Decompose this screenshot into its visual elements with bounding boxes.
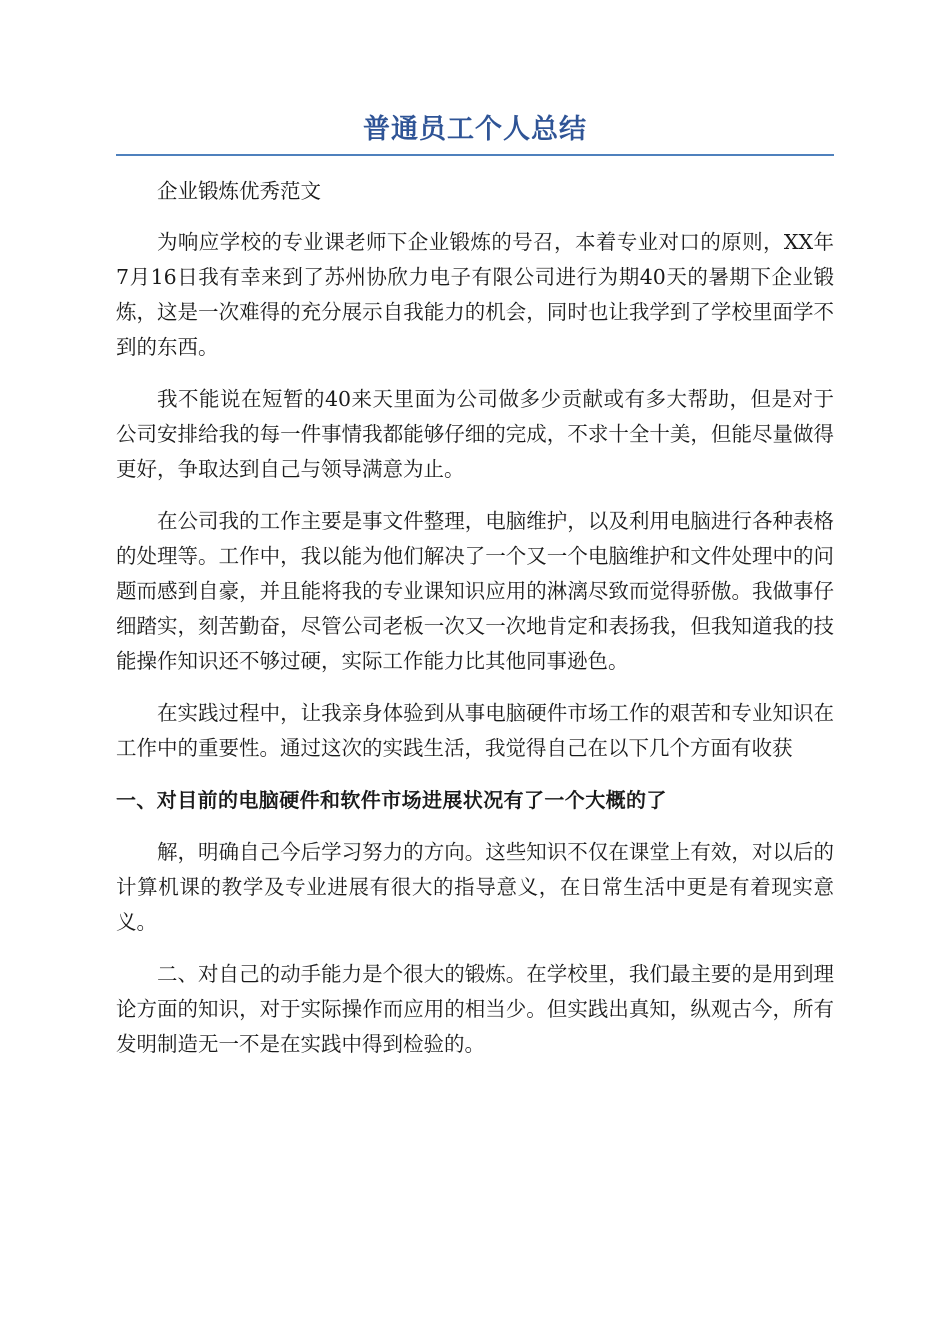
paragraph-6: 二、对自己的动手能力是个很大的锻炼。在学校里，我们最主要的是用到理论方面的知识，对于实际操作而应用的相当少。但实践出真知，纵观古今，所有发明制造无一不是在实践中得到检验的。 bbox=[116, 962, 834, 1056]
document-subtitle: 企业锻炼优秀范文 bbox=[157, 179, 321, 203]
paragraph-5: 解，明确自己今后学习努力的方向。这些知识不仅在课堂上有效，对以后的计算机课的教学及专业进展有很大的指导意义，在日常生活中更是有着现实意义。 bbox=[116, 840, 834, 934]
document-page bbox=[116, 110, 834, 1079]
paragraph-2: 我不能说在短暂的40来天里面为公司做多少贡献或有多大帮助，但是对于公司安排给我的每一件事情我都能够仔细的完成，不求十全十美，但能尽量做得更好，争取达到自己与领导满意为止。 bbox=[116, 387, 834, 481]
paragraph-3: 在公司我的工作主要是事文件整理，电脑维护，以及利用电脑进行各种表格的处理等。工作中，我以能为他们解决了一个又一个电脑维护和文件处理中的问题而感到自豪，并且能将我的专业课知识应用的淋漓尽致而觉得骄傲。我做事仔细踏实，刻苦勤奋，尽管公司老板一次又一次地肯定和表扬我，但我知道我的技能操作知识还不够过硬，实际工作能力比其他同事逊色。 bbox=[116, 509, 834, 673]
section-heading-1: 一、对目前的电脑硬件和软件市场进展状况有了一个大概的了 bbox=[116, 788, 667, 812]
document-title: 普通员工个人总结 bbox=[363, 114, 587, 145]
title-underline bbox=[116, 154, 834, 156]
paragraph-1: 为响应学校的专业课老师下企业锻炼的号召，本着专业对口的原则，XX年7月16日我有幸来到了苏州协欣力电子有限公司进行为期40天的暑期下企业锻炼，这是一次难得的充分展示自我能力的机会，同时也让我学到了学校里面学不到的东西。 bbox=[116, 230, 834, 359]
paragraph-4: 在实践过程中，让我亲身体验到从事电脑硬件市场工作的艰苦和专业知识在工作中的重要性。通过这次的实践生活，我觉得自己在以下几个方面有收获 bbox=[116, 701, 834, 760]
